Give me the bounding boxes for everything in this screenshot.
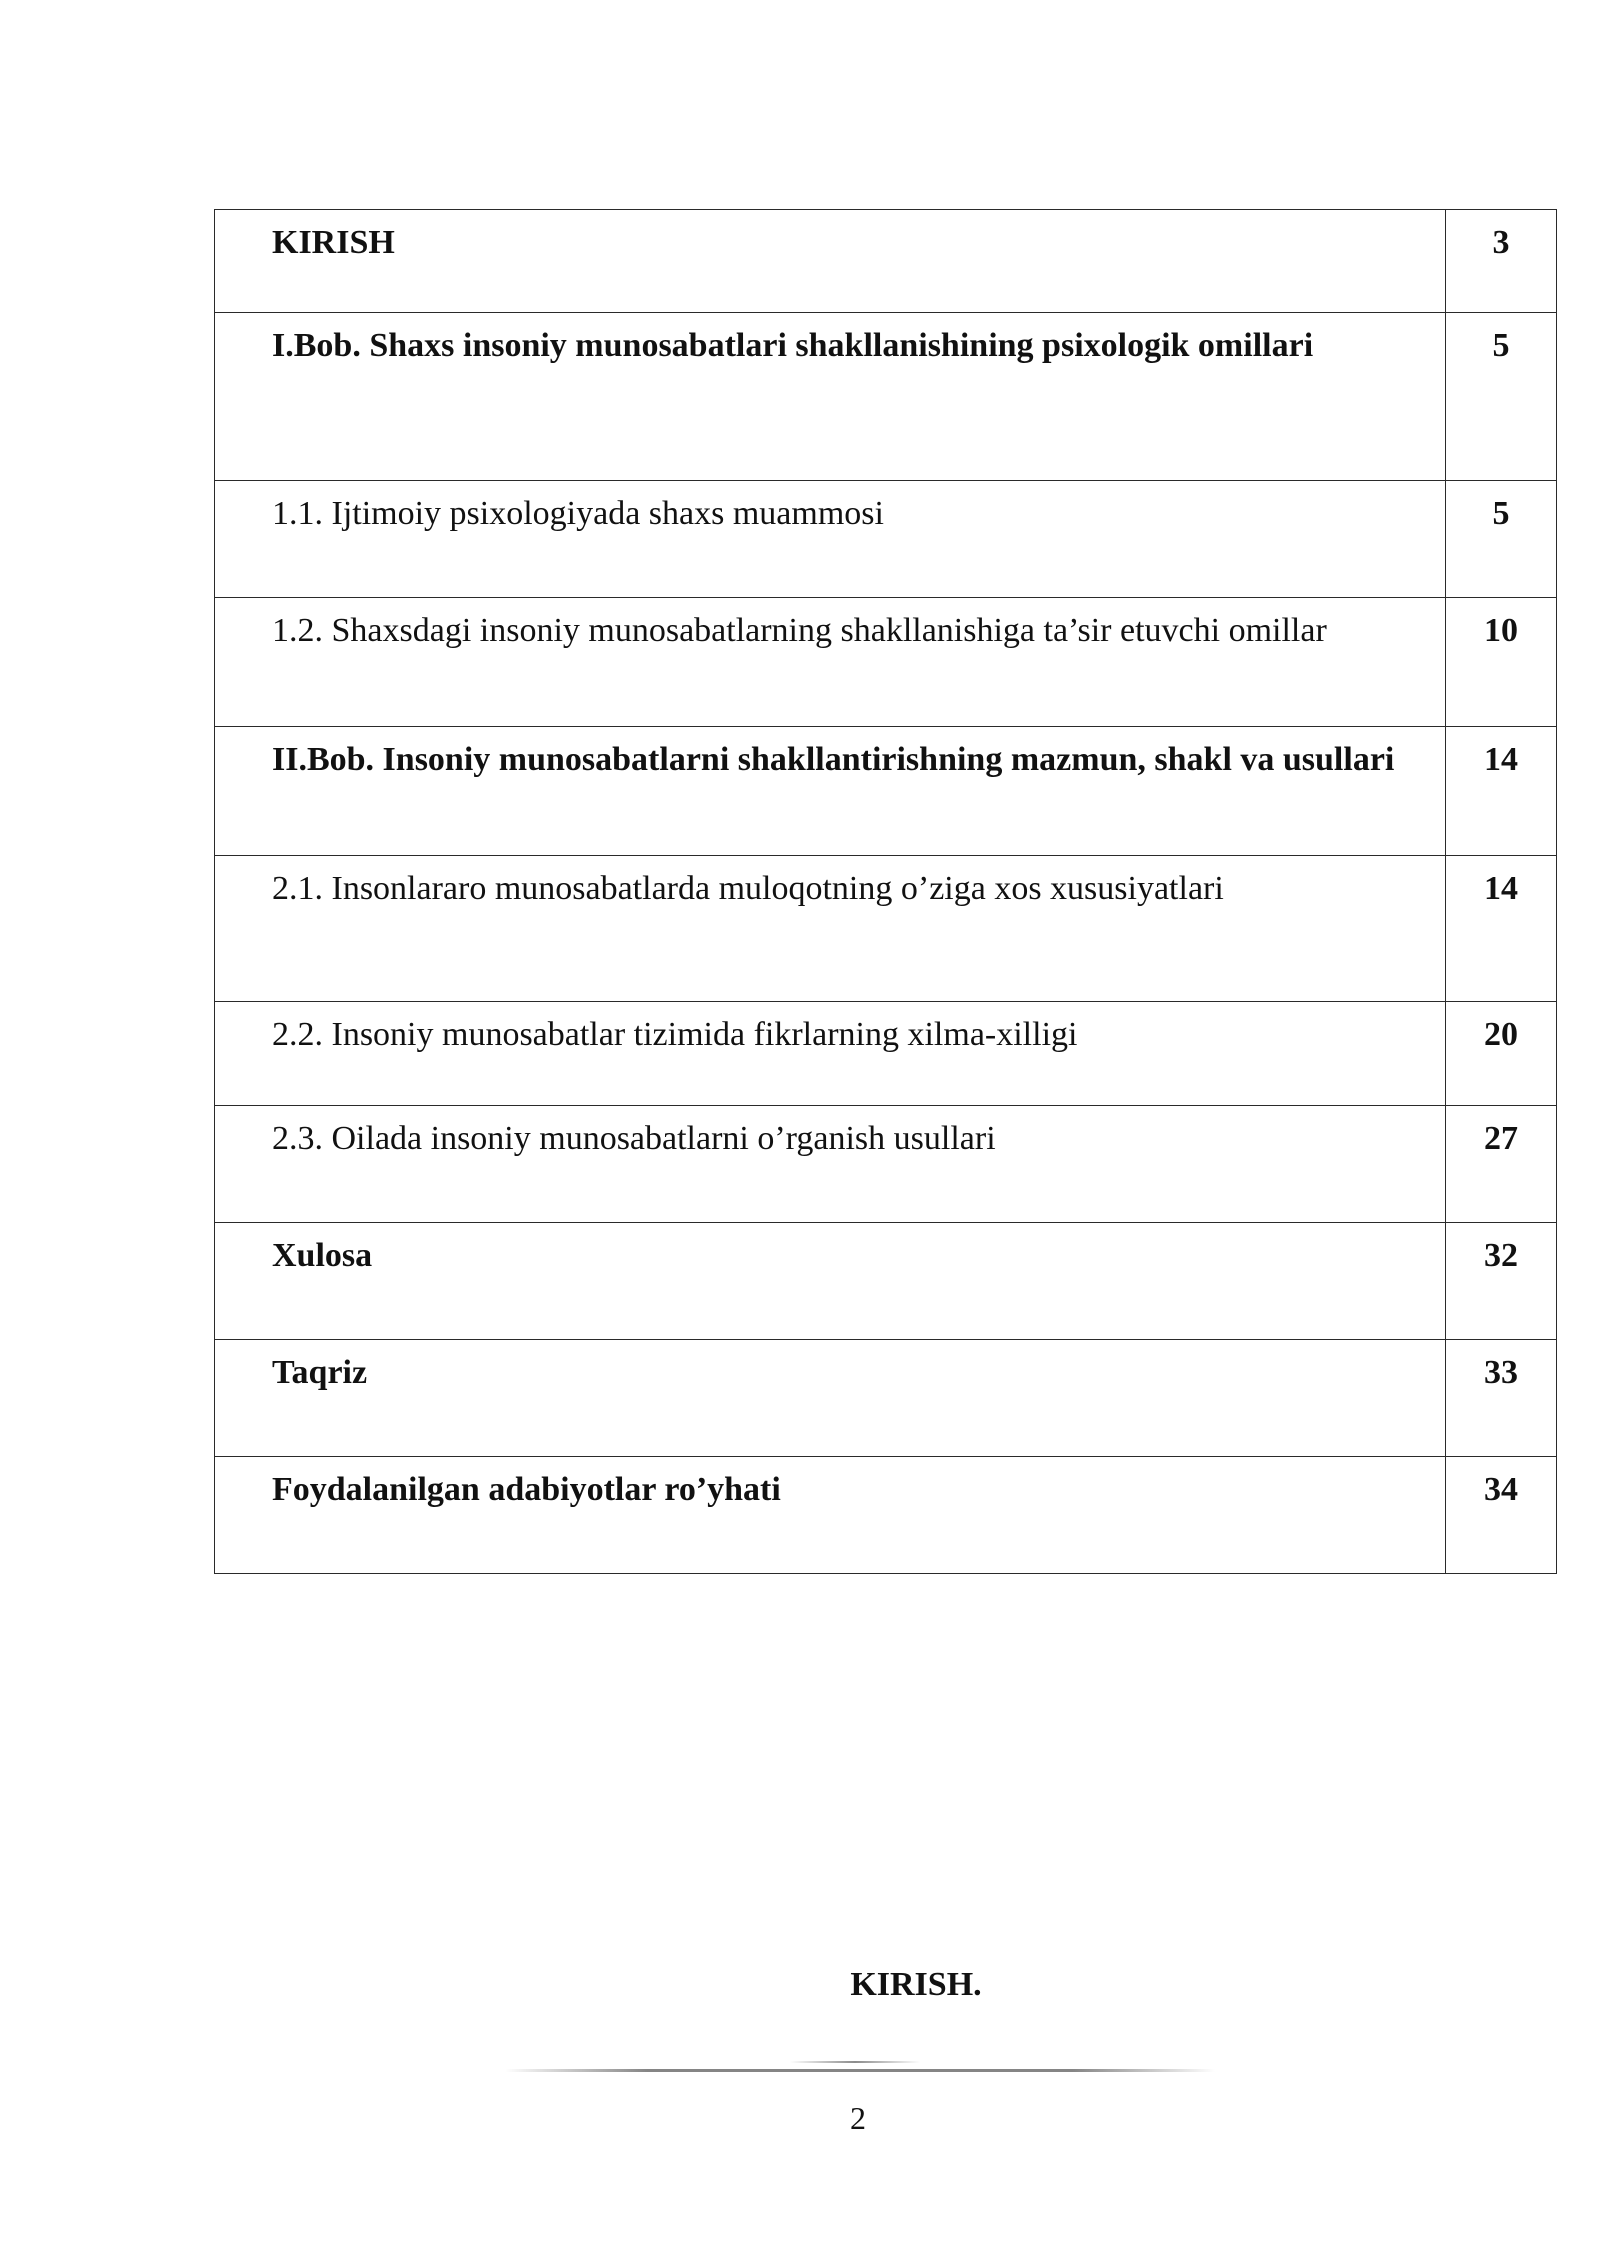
toc-entry-page: 33: [1446, 1340, 1557, 1457]
toc-entry-page: 10: [1446, 598, 1557, 727]
toc-row: [215, 598, 1557, 727]
toc-entry-title: Taqriz: [215, 1340, 1446, 1457]
toc-entry-title: KIRISH: [215, 210, 1446, 313]
toc-entry-title: 2.3. Oilada insoniy munosabatlarni o’rganish usullari: [215, 1106, 1446, 1223]
footer-divider-accent: [790, 2061, 920, 2063]
toc-row: [215, 1457, 1557, 1574]
toc-row: [215, 1002, 1557, 1106]
toc-row: [215, 1106, 1557, 1223]
toc-entry-title: 2.1. Insonlararo munosabatlarda muloqotning o’ziga xos xususiyatlari: [215, 856, 1446, 1002]
toc-entry-page: 14: [1446, 727, 1557, 856]
toc-row: [215, 856, 1557, 1002]
toc-entry-title: Foydalanilgan adabiyotlar ro’yhati: [215, 1457, 1446, 1574]
section-heading: KIRISH.: [850, 1966, 982, 2003]
toc-entry-title: II.Bob. Insoniy munosabatlarni shakllantirishning mazmun, shakl va usullari: [215, 727, 1446, 856]
page-number: 2: [850, 2100, 866, 2136]
toc-row: [215, 727, 1557, 856]
toc-entry-page: 14: [1446, 856, 1557, 1002]
toc-entry-page: 5: [1446, 313, 1557, 481]
toc-entry-page: 5: [1446, 481, 1557, 598]
toc-row: [215, 481, 1557, 598]
toc-row: [215, 1223, 1557, 1340]
toc-entry-title: 1.2. Shaxsdagi insoniy munosabatlarning shakllanishiga ta’sir etuvchi omillar: [215, 598, 1446, 727]
toc-entry-title: Xulosa: [215, 1223, 1446, 1340]
toc-entry-title: I.Bob. Shaxs insoniy munosabatlari shakllanishining psixologik omillari: [215, 313, 1446, 481]
toc-row: [215, 210, 1557, 313]
toc-entry-page: 32: [1446, 1223, 1557, 1340]
toc-row: [215, 313, 1557, 481]
toc-entry-page: 20: [1446, 1002, 1557, 1106]
toc-entry-title: 2.2. Insoniy munosabatlar tizimida fikrlarning xilma-xilligi: [215, 1002, 1446, 1106]
toc-row: [215, 1340, 1557, 1457]
toc-entry-page: 27: [1446, 1106, 1557, 1223]
toc-entry-page: 3: [1446, 210, 1557, 313]
toc-entry-title: 1.1. Ijtimoiy psixologiyada shaxs muammosi: [215, 481, 1446, 598]
table-of-contents: [214, 209, 1557, 1574]
footer-divider: [505, 2069, 1215, 2072]
toc-entry-page: 34: [1446, 1457, 1557, 1574]
